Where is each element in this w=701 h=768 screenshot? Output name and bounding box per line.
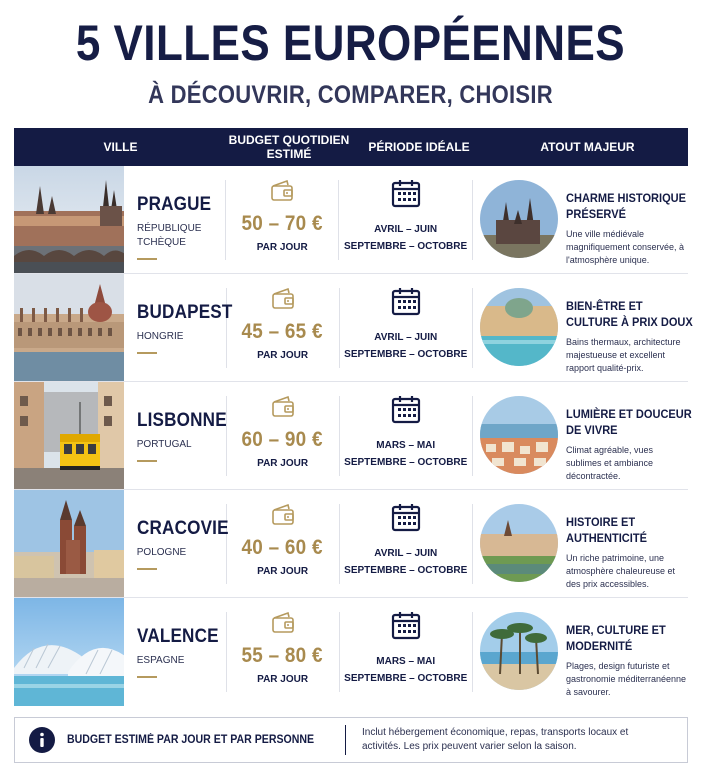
period-cell bbox=[339, 382, 472, 489]
atout-description: Bains thermaux, architecture majestueuse et excellent rapport qualité-prix. bbox=[565, 337, 681, 373]
column-header-budget-label: BUDGET QUOTIDIEN ESTIMÉ bbox=[228, 133, 350, 161]
budget-unit: PAR JOUR bbox=[256, 242, 308, 253]
calendar-icon bbox=[391, 286, 421, 316]
atout-photo-lisbonne bbox=[480, 396, 558, 474]
period-cell bbox=[339, 274, 472, 381]
period-primary: AVRIL – JUIN bbox=[374, 224, 438, 235]
city-name: LISBONNE bbox=[136, 410, 227, 431]
column-header-ville: VILLE bbox=[103, 140, 138, 154]
city-cell bbox=[124, 490, 229, 597]
budget-unit: PAR JOUR bbox=[257, 458, 309, 469]
city-photo-lisbonne bbox=[14, 382, 124, 489]
budget-value: 50 – 70 € bbox=[241, 212, 323, 235]
wallet-icon bbox=[271, 612, 295, 634]
column-header-budget bbox=[227, 128, 351, 166]
table-row bbox=[14, 382, 692, 490]
city-photo-budapest bbox=[14, 274, 124, 381]
calendar-icon bbox=[391, 178, 421, 208]
calendar-icon bbox=[391, 394, 421, 424]
budget-unit: PAR JOUR bbox=[257, 674, 309, 685]
atout-title: BIEN-ÊTRE ET CULTURE À PRIX DOUX bbox=[565, 299, 693, 329]
atout-cell bbox=[473, 274, 693, 381]
atout-photo-prague bbox=[480, 180, 558, 258]
table-header bbox=[14, 128, 688, 166]
city-photo-valence bbox=[14, 598, 124, 706]
divider bbox=[137, 676, 157, 678]
period-cell bbox=[339, 166, 472, 273]
city-country: ESPAGNE bbox=[136, 655, 185, 666]
period-primary: AVRIL – JUIN bbox=[374, 548, 438, 559]
column-header-atout: ATOUT MAJEUR bbox=[540, 140, 635, 154]
table-row bbox=[14, 166, 688, 274]
atout-cell bbox=[473, 598, 688, 706]
period-cell bbox=[339, 490, 472, 597]
period-primary: MARS – MAI bbox=[376, 440, 436, 451]
footer-note: Inclut hébergement économique, repas, transports locaux et activités. Les prix peuvent varier selon la saison. bbox=[362, 727, 629, 752]
city-name: CRACOVIE bbox=[136, 518, 229, 539]
city-photo-prague bbox=[14, 166, 124, 273]
city-name: BUDAPEST bbox=[136, 302, 233, 323]
budget-value: 45 – 65 € bbox=[241, 320, 324, 343]
atout-photo-cracovie bbox=[480, 504, 558, 582]
table-row bbox=[14, 274, 693, 382]
period-primary: AVRIL – JUIN bbox=[374, 332, 438, 343]
divider bbox=[137, 258, 157, 260]
wallet-icon bbox=[271, 396, 295, 418]
budget-cell bbox=[227, 274, 339, 381]
budget-cell bbox=[227, 598, 339, 706]
atout-title: LUMIÈRE ET DOUCEUR DE VIVRE bbox=[565, 407, 692, 437]
city-name: VALENCE bbox=[136, 626, 219, 647]
budget-value: 40 – 60 € bbox=[241, 536, 324, 559]
footer-note-box bbox=[14, 717, 688, 763]
atout-description: Climat agréable, vues sublimes et ambiance décontractée. bbox=[565, 445, 654, 481]
budget-unit: PAR JOUR bbox=[257, 566, 309, 577]
city-country: PORTUGAL bbox=[136, 439, 192, 450]
city-photo-cracovie bbox=[14, 490, 124, 597]
city-name: PRAGUE bbox=[137, 194, 212, 215]
table-row bbox=[14, 490, 688, 598]
atout-description: Un riche patrimoine, une atmosphère chaleureuse et des prix accessibles. bbox=[565, 553, 676, 589]
table-row bbox=[14, 598, 688, 706]
calendar-icon bbox=[391, 502, 421, 532]
period-secondary: SEPTEMBRE – OCTOBRE bbox=[344, 673, 468, 684]
atout-title: MER, CULTURE ET MODERNITÉ bbox=[565, 623, 666, 653]
wallet-icon bbox=[271, 288, 295, 310]
budget-value: 55 – 80 € bbox=[241, 644, 324, 667]
city-cell bbox=[124, 274, 233, 381]
atout-cell bbox=[473, 382, 692, 489]
period-secondary: SEPTEMBRE – OCTOBRE bbox=[344, 457, 468, 468]
page-subtitle: À DÉCOUVRIR, COMPARER, CHOISIR bbox=[148, 81, 553, 109]
period-secondary: SEPTEMBRE – OCTOBRE bbox=[344, 349, 468, 360]
city-country: POLOGNE bbox=[136, 547, 187, 558]
atout-cell bbox=[473, 166, 688, 273]
atout-cell bbox=[473, 490, 688, 597]
atout-photo-valence bbox=[480, 612, 558, 690]
city-country: RÉPUBLIQUE TCHÈQUE bbox=[137, 223, 202, 248]
budget-cell bbox=[227, 382, 339, 489]
comparison-table bbox=[14, 128, 693, 706]
divider bbox=[137, 352, 157, 354]
city-country: HONGRIE bbox=[136, 331, 184, 342]
wallet-icon bbox=[270, 180, 294, 202]
city-cell bbox=[124, 598, 226, 706]
divider bbox=[137, 460, 157, 462]
budget-cell bbox=[227, 490, 339, 597]
atout-photo-budapest bbox=[480, 288, 558, 366]
divider bbox=[137, 568, 157, 570]
divider bbox=[345, 725, 346, 755]
page-title: 5 VILLES EUROPÉENNES bbox=[75, 15, 626, 71]
atout-title: HISTOIRE ET AUTHENTICITÉ bbox=[565, 515, 647, 545]
city-cell bbox=[124, 382, 226, 489]
period-secondary: SEPTEMBRE – OCTOBRE bbox=[344, 241, 468, 252]
budget-unit: PAR JOUR bbox=[257, 350, 309, 361]
column-header-periode: PÉRIODE IDÉALE bbox=[368, 140, 470, 154]
atout-description: Une ville médiévale magnifiquement conservée, à l'atmosphère unique. bbox=[565, 229, 685, 265]
period-primary: MARS – MAI bbox=[376, 656, 436, 667]
period-secondary: SEPTEMBRE – OCTOBRE bbox=[344, 565, 468, 576]
atout-title: CHARME HISTORIQUE PRÉSERVÉ bbox=[565, 191, 687, 221]
info-icon bbox=[29, 727, 55, 753]
atout-description: Plages, design futuriste et gastronomie méditerranéenne à savourer. bbox=[565, 661, 687, 697]
city-cell bbox=[124, 166, 225, 273]
budget-value: 60 – 90 € bbox=[241, 428, 324, 451]
calendar-icon bbox=[391, 610, 421, 640]
wallet-icon bbox=[271, 504, 295, 526]
footer-label: BUDGET ESTIMÉ PAR JOUR ET PAR PERSONNE bbox=[67, 734, 315, 746]
period-cell bbox=[339, 598, 472, 706]
budget-cell bbox=[226, 166, 338, 273]
